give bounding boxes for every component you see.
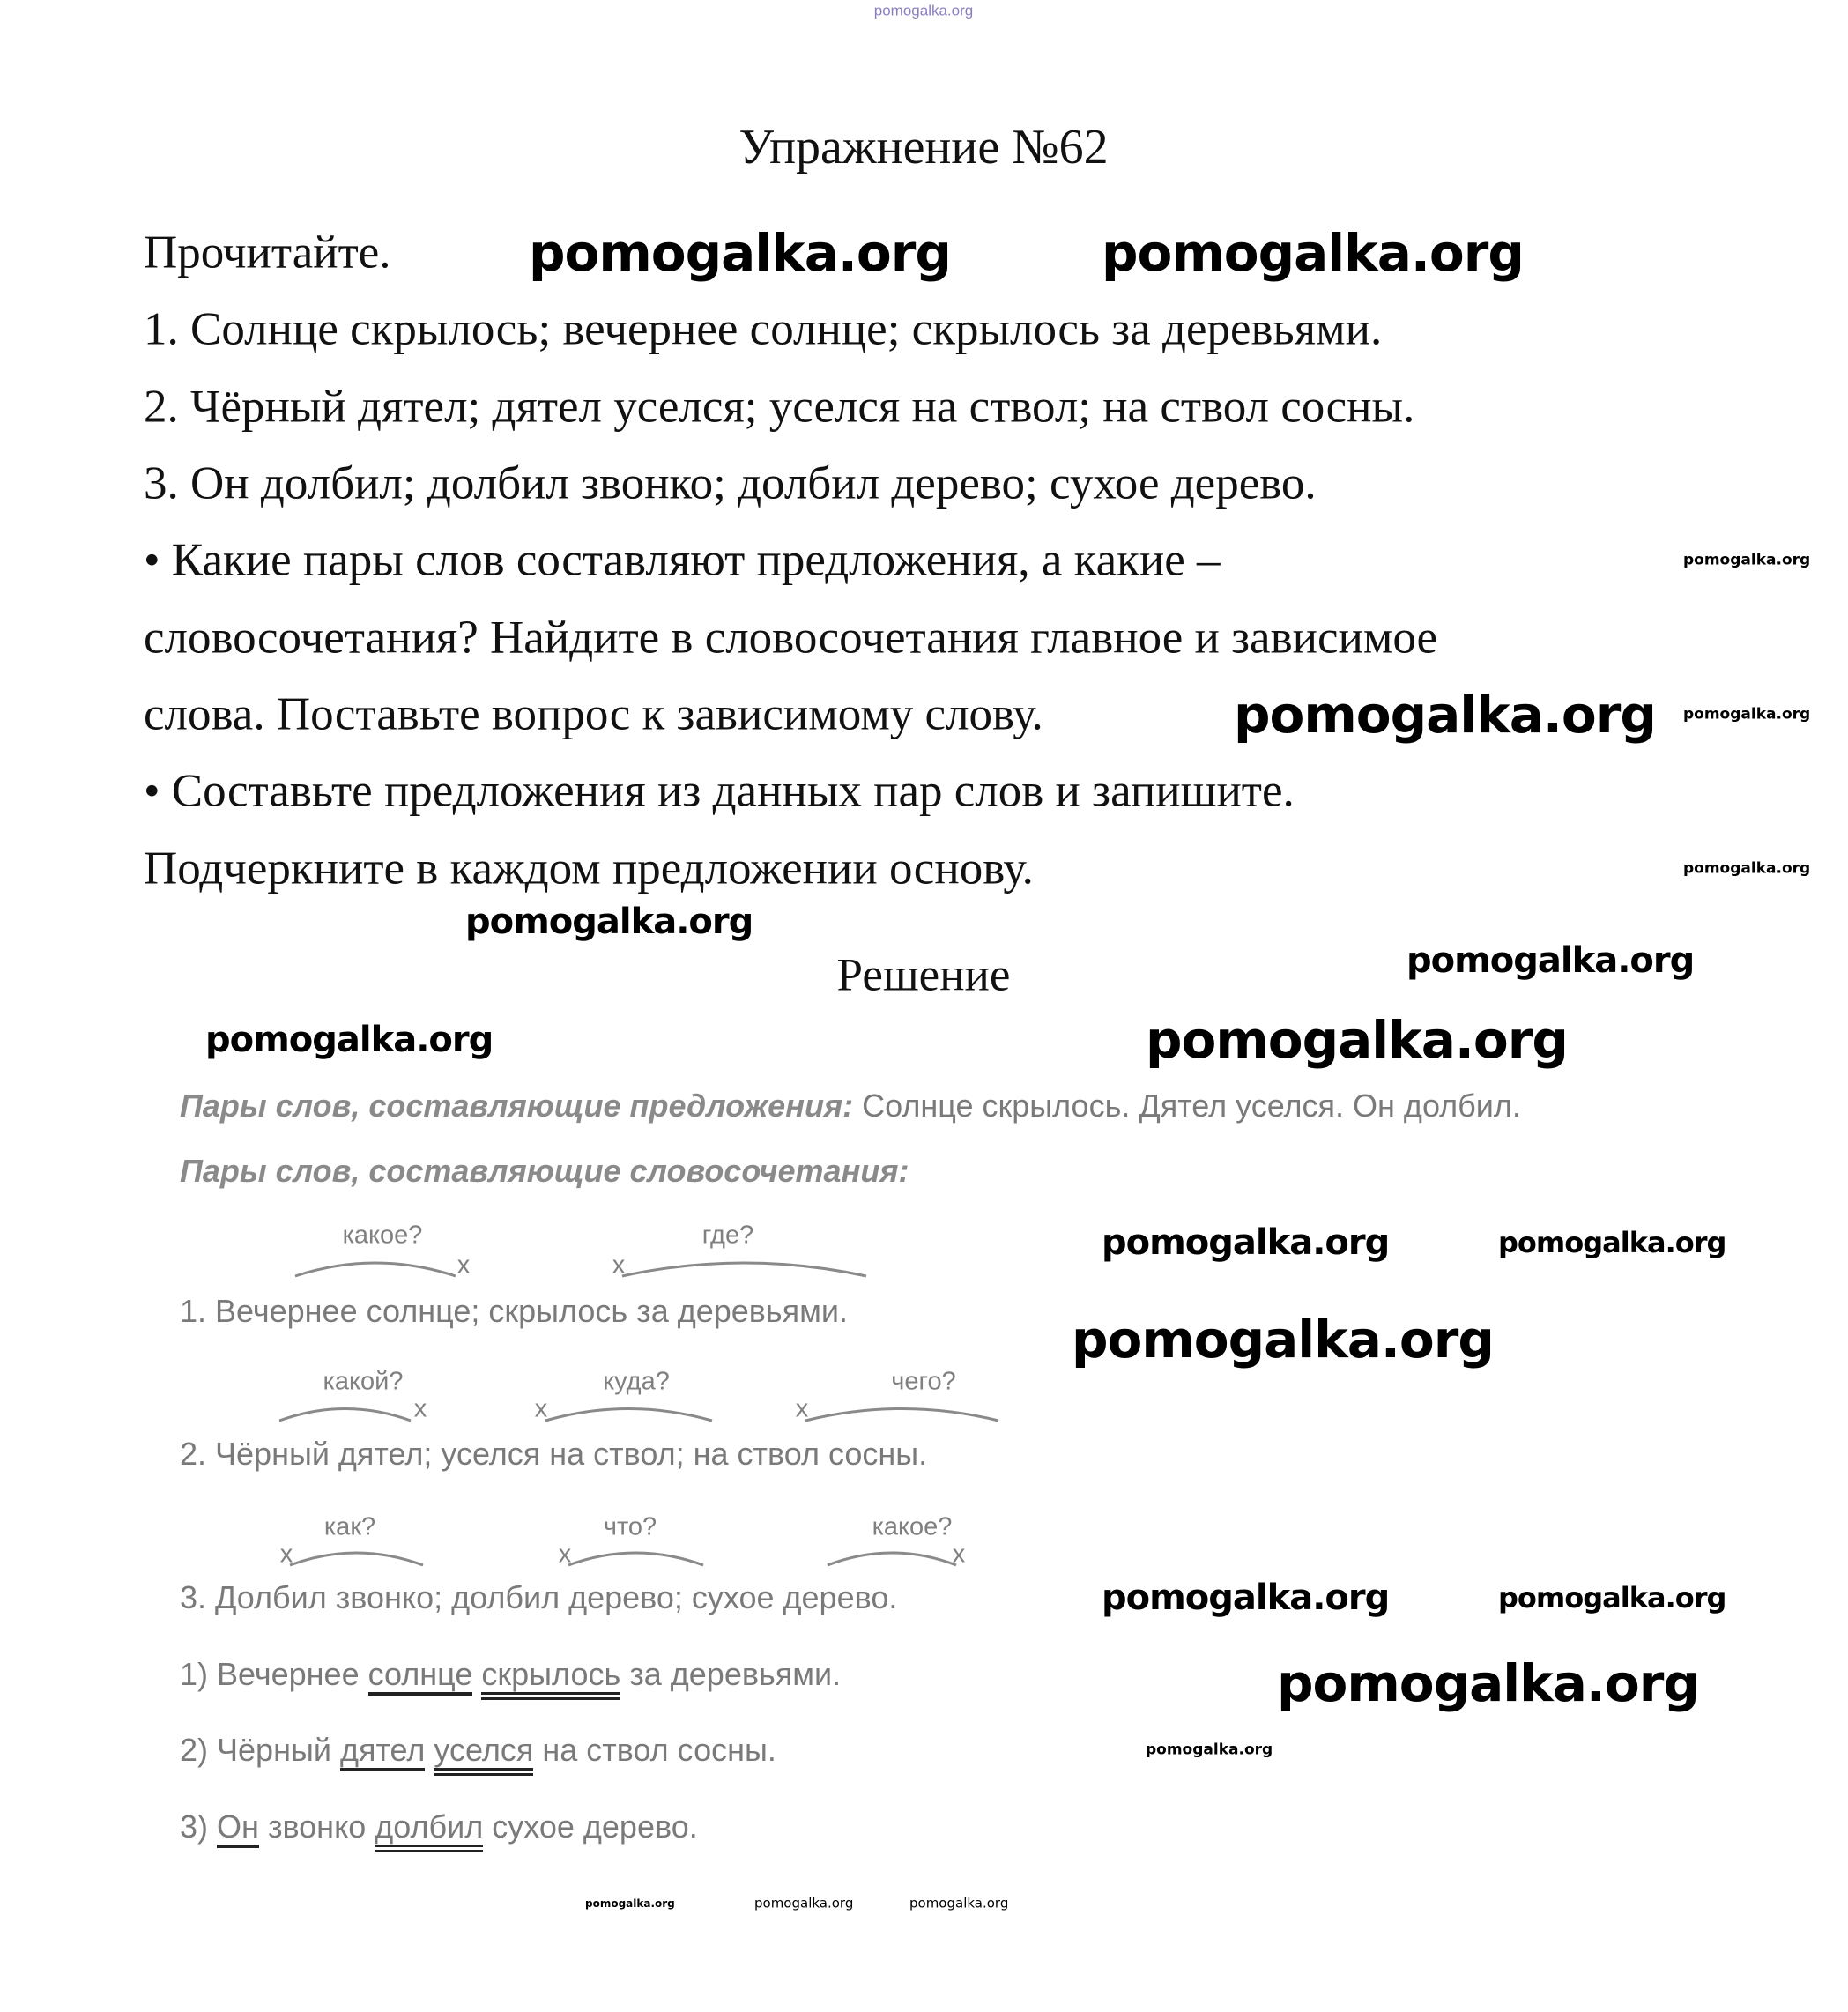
- watermark: pomogalka.org: [1683, 859, 1811, 878]
- watermark: pomogalka.org: [754, 1895, 854, 1912]
- task-line: 1. Солнце скрылось; вечернее солнце; скрылось за деревьями.: [144, 303, 1383, 355]
- word: звонко: [267, 1808, 367, 1845]
- arc: [545, 1409, 712, 1422]
- word: за деревьями.: [629, 1656, 842, 1692]
- question: какое?: [872, 1512, 953, 1541]
- watermark: pomogalka.org: [1072, 1310, 1494, 1370]
- watermark: pomogalka.org: [1683, 705, 1811, 724]
- header-watermark: pomogalka.org: [873, 2, 974, 19]
- phrase-row: 3. Долбил звонко; долбил дерево; сухое дерево.: [180, 1579, 898, 1615]
- watermark: pomogalka.org: [205, 1020, 494, 1060]
- watermark: pomogalka.org: [1406, 940, 1695, 981]
- watermark: pomogalka.org: [1146, 1010, 1568, 1070]
- watermark: pomogalka.org: [1498, 1581, 1726, 1615]
- phrases-label: Пары слов, составляющие словосочетания:: [180, 1153, 909, 1189]
- word: Чёрный: [217, 1732, 331, 1768]
- predicate-word: долбил: [375, 1808, 483, 1852]
- task-line: Подчеркните в каждом предложении основу.: [144, 843, 1034, 895]
- solution-heading: Решение: [836, 949, 1011, 1001]
- subject-word: Он: [217, 1808, 259, 1848]
- watermark: pomogalka.org: [1146, 1741, 1273, 1759]
- arc: [295, 1263, 456, 1276]
- main-word-mark: х: [413, 1394, 427, 1423]
- final-sentence: [180, 1734, 776, 1766]
- question: где?: [701, 1221, 754, 1250]
- task-line: • Составьте предложения из данных пар слов и запишите.: [144, 765, 1295, 817]
- question: куда?: [603, 1367, 670, 1396]
- subject-word: солнце: [368, 1656, 473, 1696]
- watermark: pomogalka.org: [1102, 1222, 1390, 1263]
- main-word-mark: х: [456, 1251, 471, 1280]
- task-line: словосочетания? Найдите в словосочетания главное и зависимое: [144, 612, 1438, 664]
- arc: [279, 1409, 411, 1422]
- arc: [622, 1263, 866, 1276]
- predicate-word: скрылось: [481, 1656, 620, 1700]
- sentences-text: Солнце скрылось. Дятел уселся. Он долбил.: [862, 1088, 1521, 1124]
- watermark: pomogalka.org: [1683, 551, 1811, 569]
- task-line: Прочитайте.: [144, 226, 391, 278]
- watermark: pomogalka.org: [1102, 1578, 1390, 1618]
- phrase-row: 2. Чёрный дятел; уселся на ствол; на ствол сосны.: [180, 1436, 928, 1472]
- question: чего?: [891, 1367, 956, 1396]
- word: на ствол сосны.: [542, 1732, 776, 1768]
- watermark: pomogalka.org: [585, 1897, 675, 1910]
- task-line: 3. Он долбил; долбил звонко; долбил дерево; сухое дерево.: [144, 457, 1317, 509]
- predicate-word: уселся: [434, 1732, 533, 1776]
- main-word-mark: х: [795, 1394, 809, 1423]
- subject-word: дятел: [340, 1732, 425, 1771]
- sentence-number: 3): [180, 1808, 209, 1845]
- final-sentence: [180, 1808, 698, 1845]
- watermark: pomogalka.org: [465, 902, 753, 942]
- sentence-number: 2): [180, 1732, 209, 1768]
- main-word-mark: х: [558, 1540, 572, 1569]
- main-word-mark: х: [534, 1394, 548, 1423]
- watermark: pomogalka.org: [909, 1895, 1009, 1912]
- word: Вечернее: [217, 1656, 360, 1692]
- watermark: pomogalka.org: [1102, 223, 1524, 283]
- phrase-row: 1. Вечернее солнце; скрылось за деревьями.: [180, 1293, 849, 1329]
- watermark: pomogalka.org: [1277, 1653, 1699, 1713]
- final-sentence: [180, 1656, 842, 1692]
- watermark: pomogalka.org: [529, 223, 951, 283]
- watermark: pomogalka.org: [1498, 1226, 1726, 1259]
- arc: [568, 1553, 703, 1565]
- task-line: слова. Поставьте вопрос к зависимому слову.: [144, 688, 1043, 740]
- page-title: Упражнение №62: [738, 120, 1109, 174]
- question: какой?: [323, 1367, 404, 1396]
- main-word-mark: х: [279, 1540, 293, 1569]
- main-word-mark: х: [952, 1540, 966, 1569]
- arc: [805, 1409, 998, 1422]
- question: какое?: [342, 1221, 423, 1250]
- watermark: pomogalka.org: [1234, 685, 1656, 745]
- task-line: 2. Чёрный дятел; дятел уселся; уселся на ствол; на ствол сосны.: [144, 381, 1415, 433]
- arc: [290, 1553, 423, 1565]
- task-line: • Какие пары слов составляют предложения, а какие –: [144, 534, 1221, 586]
- word: сухое дерево.: [492, 1808, 698, 1845]
- question: что?: [603, 1512, 657, 1541]
- sentence-number: 1): [180, 1656, 209, 1692]
- main-word-mark: х: [612, 1251, 626, 1280]
- sentences-label: Пары слов, составляющие предложения:: [180, 1088, 854, 1124]
- question: как?: [323, 1512, 376, 1541]
- arc: [828, 1553, 956, 1565]
